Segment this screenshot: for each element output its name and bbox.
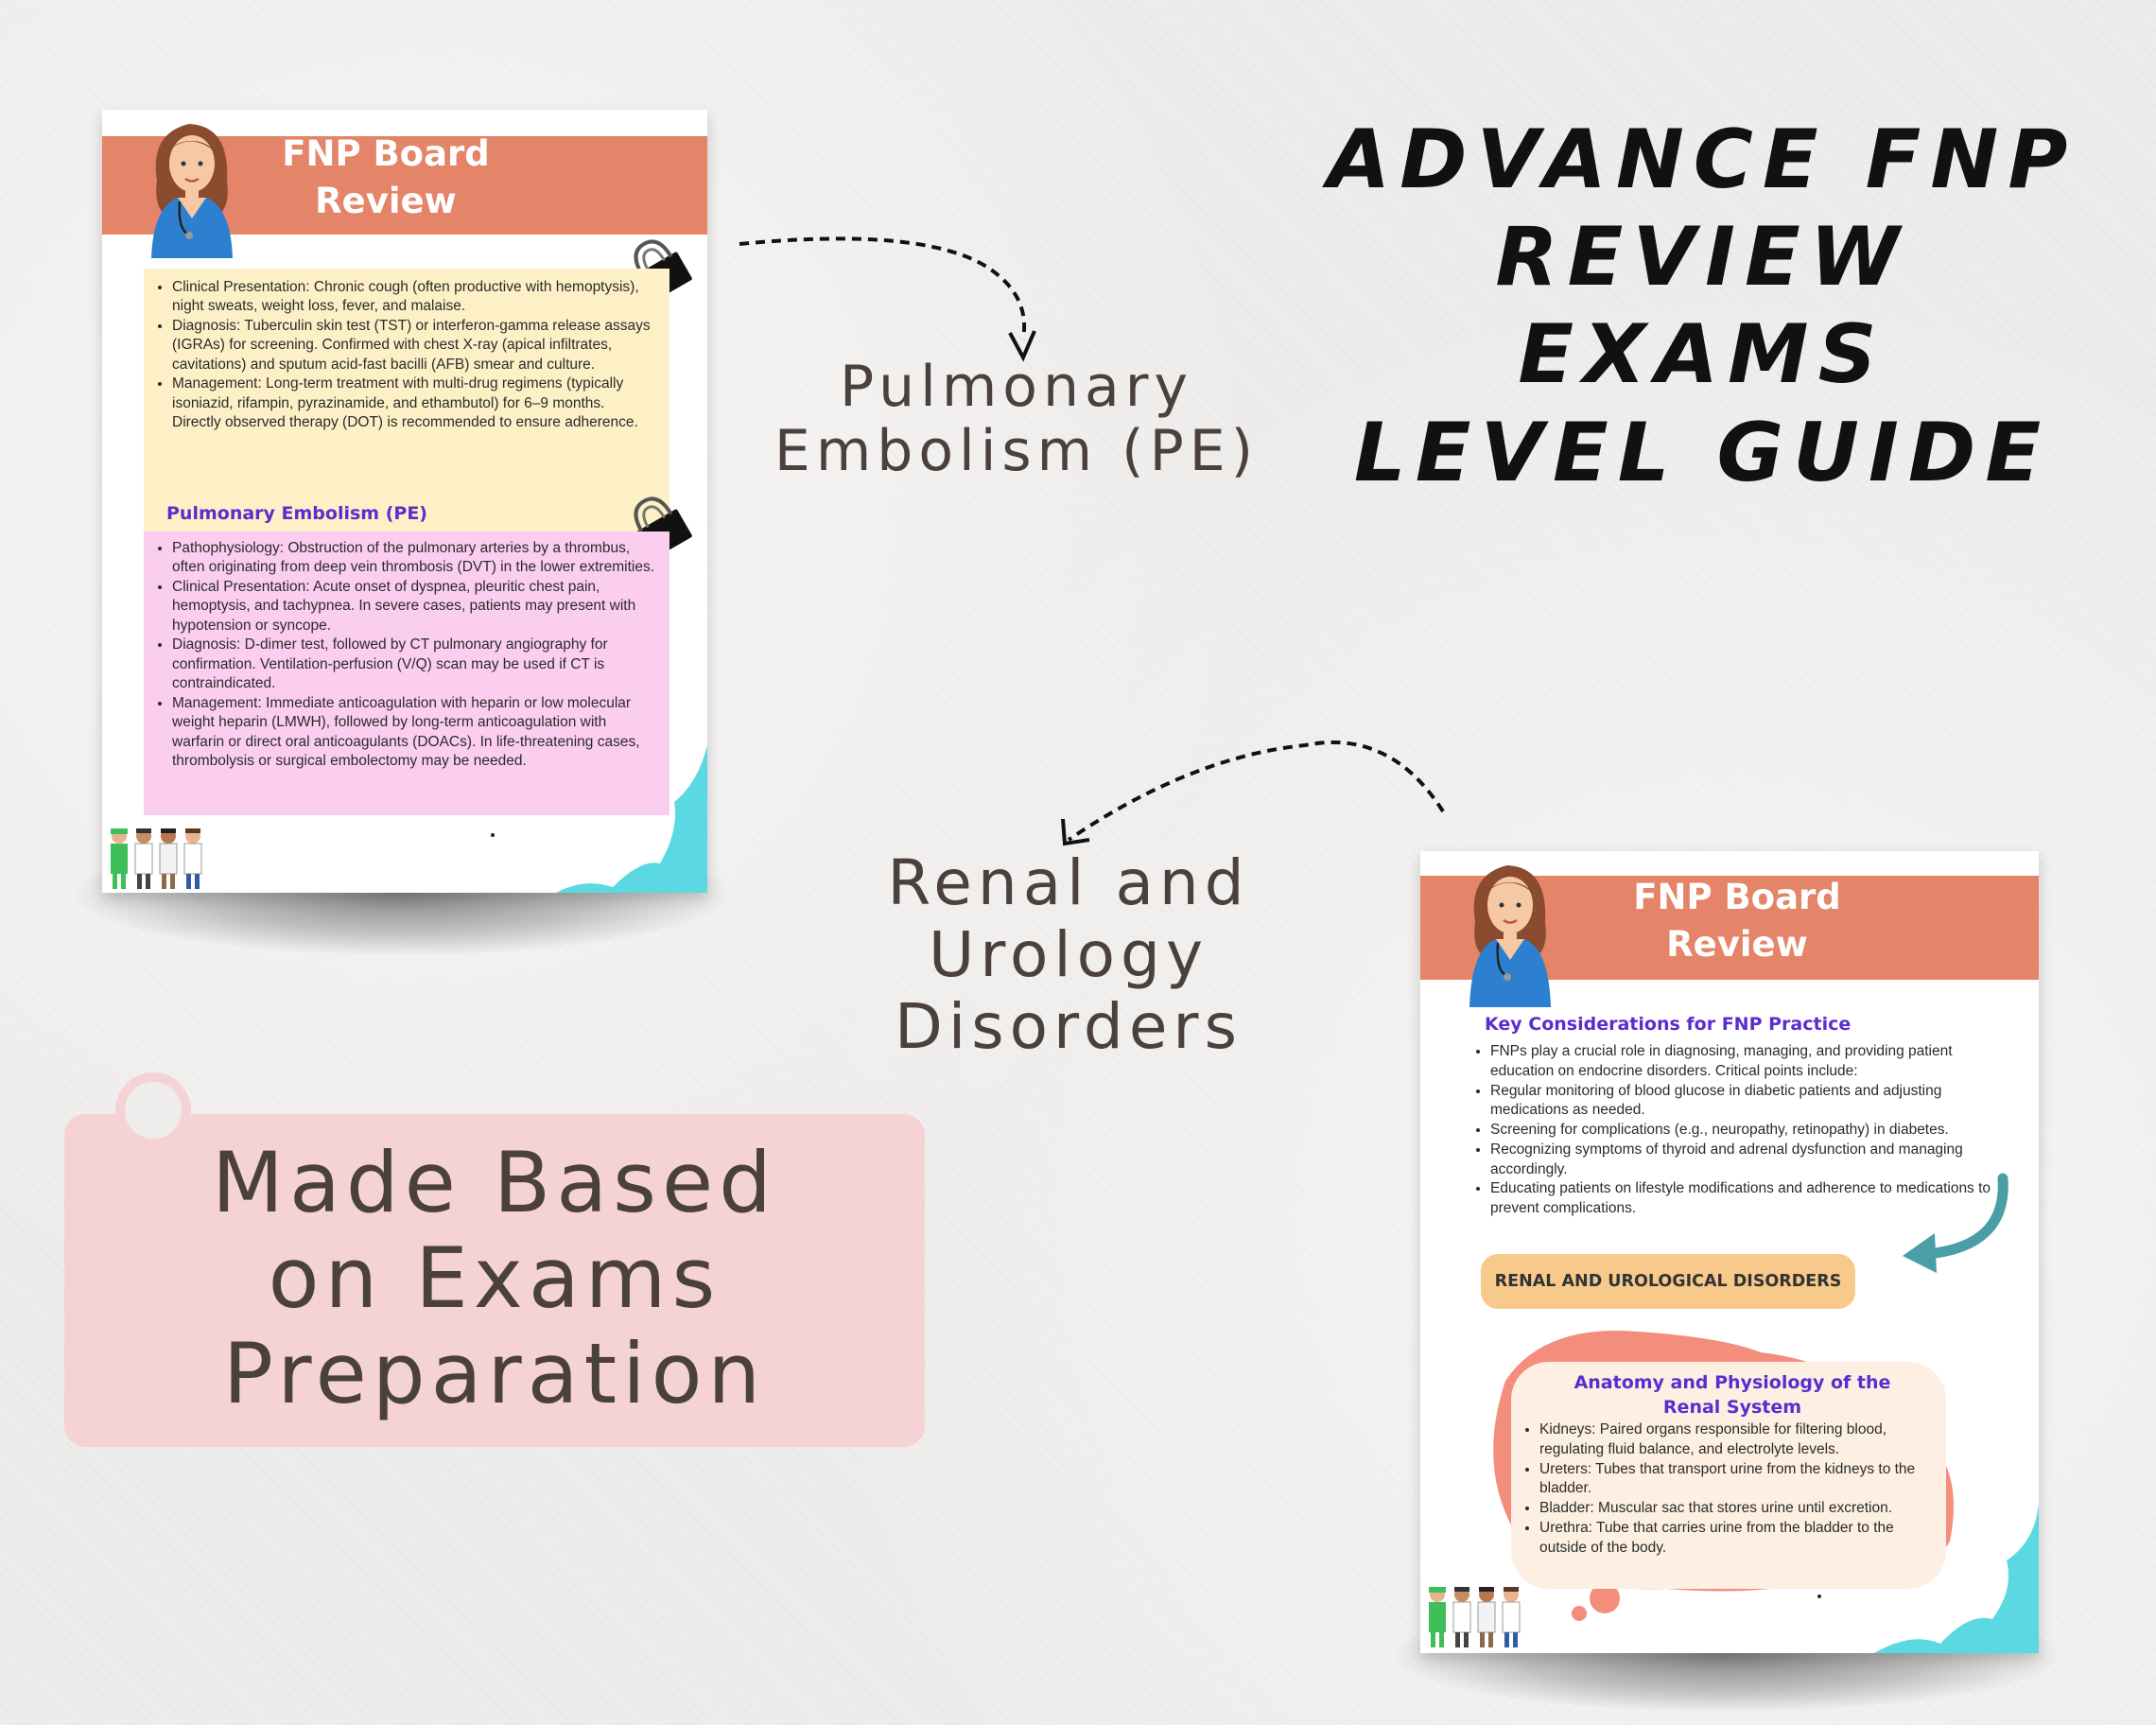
dashed-arrow-to-pe [728,227,1050,369]
headline [1305,112,2099,502]
nurse-illustration [1458,856,1562,1007]
tb-item: • Management: Long-term treatment with multi-drug regimens (typically isoniazid, rifampin, pyrazinamide, and ethambutol) for 6–9 months. Directly observed therapy (DOT) is recommended to ensure adherence. [172,375,656,432]
page-number-dot [1817,1594,1821,1598]
pe-item: • Diagnosis: D-dimer test, followed by CT pulmonary angiography for confirmation. Ventilation-perfusion (V/Q) scan may be used if CT is contraindicated. [172,636,656,693]
headline-line-3: LEVEL GUIDE [1353,405,2051,500]
page2-anatomy-heading: Anatomy and Physiology of the Renal System [1574,1372,1891,1418]
kc-item: • Educating patients on lifestyle modifications and adherence to medications to prevent complications. [1490,1179,1991,1219]
page1-pe-heading: Pulmonary Embolism (PE) [166,503,427,524]
pe-item: • Clinical Presentation: Acute onset of dyspnea, pleuritic chest pain, hemoptysis, and tachypnea. In severe cases, patients may present with hypotension or syncope. [172,578,656,636]
page1-banner-title: FNP Board Review [282,133,490,221]
page2-anatomy-list [1511,1420,1937,1558]
page-2 [1420,851,2039,1653]
pe-item: • Pathophysiology: Obstruction of the pulmonary arteries by a thrombus, often originating from deep vein thrombosis (DVT) in the lower extremities. [172,539,656,578]
headline-line-2: REVIEW EXAMS [1495,210,1909,403]
pe-item: • Management: Immediate anticoagulation with heparin or low molecular weight heparin (LMWH), followed by long-term anticoagulation with warfarin or direct oral anticoagulants (DOACs). In life-threatening cases, thrombolysis or surgical embolectomy may be needed. [172,694,656,772]
doctors-group-illustration [1424,1581,1530,1649]
anatomy-item: • Kidneys: Paired organs responsible for filtering blood, regulating fluid balance, and electrolyte levels. [1539,1420,1937,1460]
page2-kc-heading: Key Considerations for FNP Practice [1485,1014,1852,1035]
anatomy-item: • Urethra: Tube that carries urine from the bladder to the outside of the body. [1539,1519,1937,1559]
dashed-arrow-to-renal [1050,728,1456,851]
kc-item: • FNPs play a crucial role in diagnosing, managing, and providing patient education on endocrine disorders. Critical points include: [1490,1042,1991,1082]
pe-callout: Pulmonary Embolism (PE) [774,354,1260,484]
anatomy-item: • Bladder: Muscular sac that stores urine until excretion. [1539,1499,1937,1519]
page2-banner-title: FNP Board Review [1633,877,1841,965]
page-number-dot [491,833,495,837]
tb-item: • Diagnosis: Tuberculin skin test (TST) or interferon-gamma release assays (IGRAs) for screening. Confirmed with chest X-ray (apical infiltrates, cavitations) and sputum acid-fast bacilli (AFB) smear and culture. [172,317,656,375]
headline-line-1: ADVANCE FNP [1327,113,2078,207]
teal-curved-arrow-icon [1889,1171,2022,1275]
anatomy-item: • Ureters: Tubes that transport urine from the kidneys to the bladder. [1539,1460,1937,1500]
teal-blob-decoration [556,745,707,893]
kc-item: • Recognizing symptoms of thyroid and adrenal dysfunction and managing accordingly. [1490,1141,1991,1180]
teal-blob-decoration [1874,1504,2039,1653]
tag-text: Made Based on Exams Preparation [212,1134,777,1423]
kc-item: • Screening for complications (e.g., neuropathy, retinopathy) in diabetes. [1490,1121,1991,1141]
renal-callout: Renal and Urology Disorders [887,846,1250,1063]
kc-item: • Regular monitoring of blood glucose in diabetic patients and adjusting medications as needed. [1490,1082,1991,1122]
page-1 [102,110,707,893]
nurse-illustration [140,114,244,258]
doctors-group-illustration [106,823,212,891]
renal-pill: RENAL AND UROLOGICAL DISORDERS [1481,1254,1855,1309]
tb-item: • Clinical Presentation: Chronic cough (often productive with hemoptysis), night sweats, weight loss, fever, and malaise. [172,278,656,317]
